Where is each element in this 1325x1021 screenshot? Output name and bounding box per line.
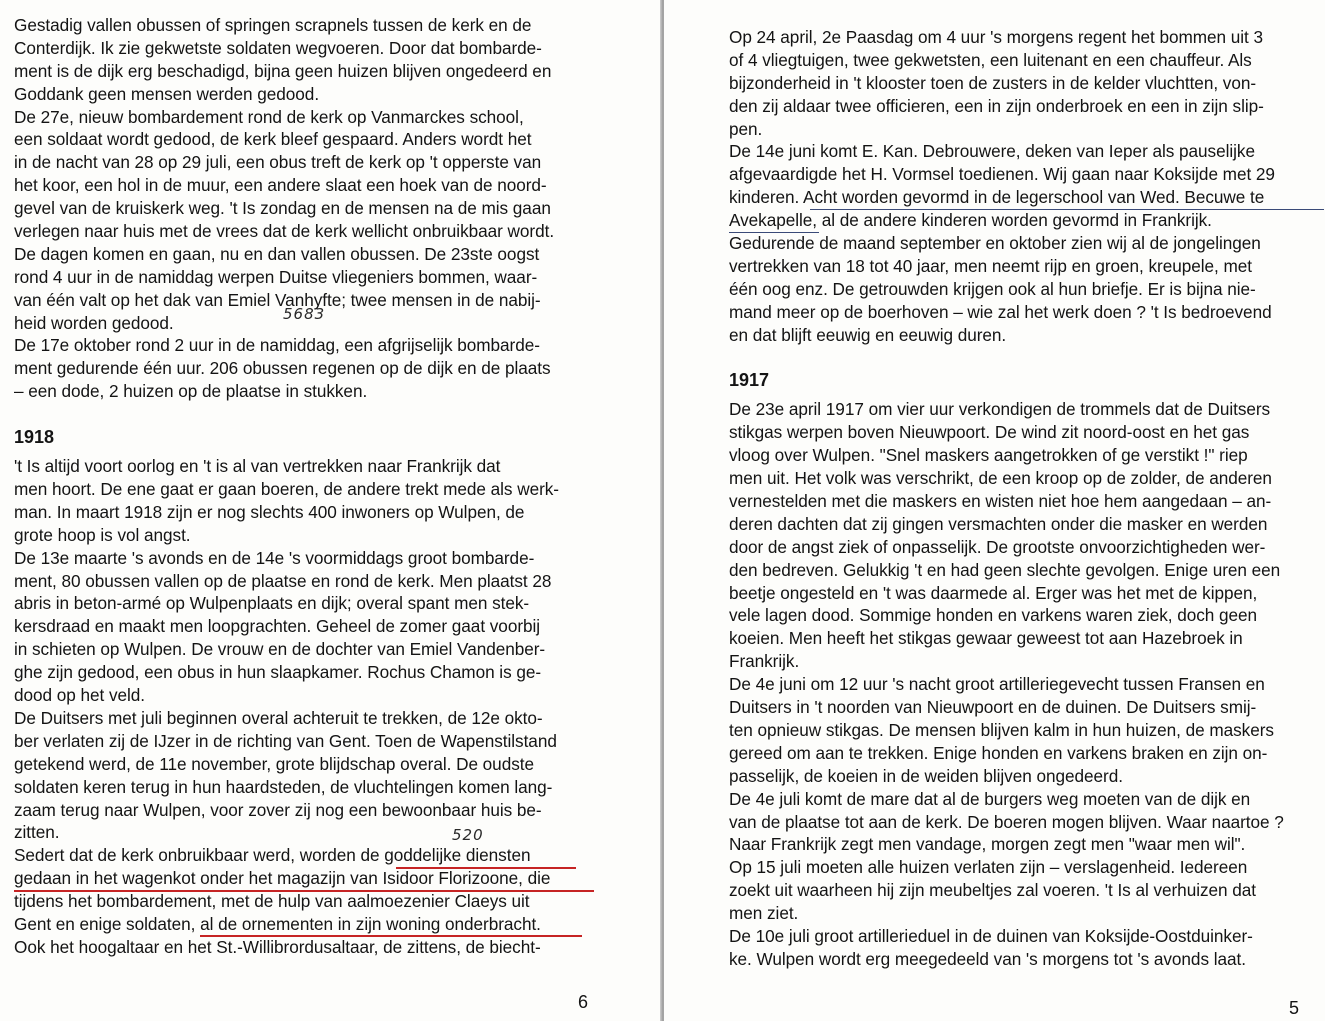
red-underline: [200, 935, 582, 937]
text-line: in de nacht van 28 op 29 juli, een obus treft de kerk op 't opperste van: [14, 152, 542, 173]
text-line: man. In maart 1918 zijn er nog slechts 400 inwoners op Wulpen, de: [14, 501, 525, 522]
text-line: in schieten op Wulpen. De vrouw en de dochter van Emiel Vandenber-: [14, 639, 546, 660]
text-line: passelijk, de koeien in de weiden blijven ongedeerd.: [729, 765, 1123, 786]
text-line: ment, 80 obussen vallen op de plaatse en rond de kerk. Men plaatst 28: [14, 570, 552, 591]
text-line: het koor, een hol in de muur, een andere slaat een hoek van de noord-: [14, 175, 547, 196]
text-line: ment gedurende één uur. 206 obussen regenen op de dijk en de plaats: [14, 358, 551, 379]
text-line: Gedurende de maand september en oktober zien wij al de jongelingen: [729, 233, 1261, 254]
text-line: rond 4 uur in de namiddag werpen Duitse vliegeniers bommen, waar-: [14, 266, 538, 287]
text-line: men uit. Het volk was verschrikt, de een kroop op de zolder, de anderen: [729, 468, 1272, 489]
red-underline: [396, 867, 576, 869]
text-line: door de angst ziek of onpasselijk. De grootste onvoorzichtigheden wer-: [729, 536, 1266, 557]
text-line: Naar Frankrijk zegt men vandage, morgen zegt men "waar men wil".: [729, 834, 1246, 855]
text-line: kinderen. Acht worden gevormd in de legerschool van Wed. Becuwe te: [729, 187, 1265, 208]
text-line: Gent en enige soldaten, al de ornementen in zijn woning onderbracht.: [14, 913, 541, 934]
text-line: grote hoop is vol angst.: [14, 524, 191, 545]
left-bottom-paragraphs: [14, 455, 602, 959]
text-line: zaam terug naar Wulpen, voor zover zij nog een bewoonbaar huis be-: [14, 799, 542, 820]
text-line: ke. Wulpen wordt erg meegedeeld van 's morgens tot 's avonds laat.: [729, 948, 1246, 969]
text-line: verlegen naar huis met de vrees dat de kerk wellicht onbruikbaar wordt.: [14, 221, 555, 242]
handwritten-annotation: 520: [452, 826, 484, 844]
text-line: De 4e juni om 12 uur 's nacht groot artilleriegevecht tussen Fransen en: [729, 674, 1265, 695]
text-line: mand meer op de boerhoven – wie zal het werk doen ? 't Is bedroevend: [729, 301, 1272, 322]
text-line: zoekt uit waarheen hij zijn meubeltjes zal voeren. 't Is al verhuizen dat: [729, 880, 1256, 901]
text-line: vertrekken van 18 tot 40 jaar, men neemt rijp en groen, kreupele, met: [729, 255, 1252, 276]
text-line: – een dode, 2 huizen op de plaatse in stukken.: [14, 381, 368, 402]
text-line: ten opnieuw stikgas. De mensen blijven kalm in hun huizen, de maskers: [729, 719, 1274, 740]
text-line: heid worden gedood.: [14, 312, 174, 333]
text-line: bijzonderheid in 't klooster toen de zusters in de kelder vluchtten, von-: [729, 72, 1257, 93]
left-page: [0, 0, 662, 1021]
text-line: men ziet.: [729, 903, 799, 924]
text-line: beetje ongesteld en 't was daarmede al. Erger was het met de kippen,: [729, 582, 1258, 603]
text-line: afgevaardigde het H. Vormsel toedienen. Wij gaan naar Koksijde met 29: [729, 164, 1275, 185]
text-line: abris in beton-armé op Wulpenplaats en dijk; overal spant men stek-: [14, 593, 530, 614]
text-line: De dagen komen en gaan, nu en dan vallen obussen. De 23ste oogst: [14, 243, 540, 264]
text-line: Frankrijk.: [729, 651, 800, 672]
text-line: ber verlaten zij de IJzer in de richting van Gent. Toen de Wapenstilstand: [14, 730, 557, 751]
blue-underline: [729, 232, 819, 233]
text-line: ghe zijn gedood, een obus in hun slaapkamer. Rochus Chamon is ge-: [14, 662, 542, 683]
text-line: De 10e juli groot artillerieduel in de duinen van Koksijde-Oostduinker-: [729, 925, 1253, 946]
text-line: één oog enz. De getrouwden krijgen ook al hun briefje. Er is bijna nie-: [729, 278, 1256, 299]
right-page: [664, 0, 1325, 1021]
text-line: een soldaat wordt gedood, de kerk bleef gespaard. Anders wordt het: [14, 129, 532, 150]
text-line: vele lagen dood. Sommige honden en varkens waren ziek, doch geen: [729, 605, 1258, 626]
text-line: soldaten keren terug in hun haardsteden, de vluchtelingen komen lang-: [14, 776, 553, 797]
text-line: getekend werd, de 11e november, grote blijdschap overal. De oudste: [14, 753, 534, 774]
text-line: den zij aldaar twee officieren, een in zijn onderbroek en een in zijn slip-: [729, 95, 1264, 116]
text-line: Ook het hoogaltaar en het St.-Willibrordusaltaar, de zittens, de biecht-: [14, 936, 541, 957]
page-number: 6: [578, 992, 589, 1012]
text-line: Gestadig vallen obussen of springen scrapnels tussen de kerk en de: [14, 15, 532, 35]
page-number: 5: [1289, 998, 1300, 1018]
section-heading-1918: 1918: [14, 427, 55, 448]
text-line: gevel van de kruiskerk weg. 't Is zondag en de mensen na de mis gaan: [14, 198, 551, 219]
text-line: gereed om aan te trekken. Enige honden en varkens braken en zijn on-: [729, 742, 1268, 763]
right-page-text: [729, 26, 1309, 971]
text-line: De 27e, nieuw bombardement rond de kerk op Vanmarckes school,: [14, 106, 524, 127]
text-line: Op 15 juli moeten alle huizen verlaten zijn – verslagenheid. Iedereen: [729, 857, 1248, 878]
text-line: Conterdijk. Ik zie gekwetste soldaten wegvoeren. Door dat bombarde-: [14, 37, 542, 58]
text-line: van één valt op het dak van Emiel Vanhyfte; twee mensen in de nabij-: [14, 289, 541, 310]
text-line: vloog over Wulpen. "Snel maskers aangetrokken of ge verstikt !" riep: [729, 445, 1248, 466]
text-line: dood op het veld.: [14, 685, 146, 706]
text-line: 't Is altijd voort oorlog en 't is al van vertrekken naar Frankrijk dat: [14, 456, 501, 477]
text-line: De Duitsers met juli beginnen overal achteruit te trekken, de 12e okto-: [14, 707, 543, 728]
text-line: van de plaatse tot aan de kerk. De boeren mogen blijven. Waar naartoe ?: [729, 811, 1284, 832]
text-line: vernestelden met die maskers en wisten niet hoe hem aangedaan – an-: [729, 491, 1272, 512]
text-line: Avekapelle, al de andere kinderen worden gevormd in Frankrijk.: [729, 210, 1212, 231]
text-line: tijdens het bombardement, met de hulp van aalmoezenier Claeys uit: [14, 891, 530, 912]
right-bottom-paragraphs: [729, 398, 1309, 970]
text-line: Duitsers in 't noorden van Nieuwpoort en de duinen. De Duitsers smij-: [729, 697, 1257, 718]
text-line: men hoort. De ene gaat er gaan boeren, de andere trekt mede als werk-: [14, 479, 559, 500]
text-line: Sedert dat de kerk onbruikbaar werd, worden de goddelijke diensten: [14, 845, 531, 866]
handwritten-annotation: 5683: [283, 305, 326, 323]
text-line: koeien. Men heeft het stikgas gewaar geweest tot aan Hazebroek in: [729, 628, 1243, 649]
left-top-paragraphs: [14, 14, 602, 403]
text-line: De 13e maarte 's avonds en de 14e 's voormiddags groot bombarde-: [14, 547, 535, 568]
text-line: stikgas werpen boven Nieuwpoort. De wind zit noord-oost en het gas: [729, 422, 1250, 443]
text-line: gedaan in het wagenkot onder het magazijn van Isidoor Florizoone, die: [14, 868, 551, 889]
text-line: kersdraad en maakt men loopgrachten. Geheel de zomer gaat voorbij: [14, 616, 541, 637]
text-line: De 14e juni komt E. Kan. Debrouwere, deken van Ieper als pauselijke: [729, 141, 1255, 162]
text-line: en dat blijft eeuwig en eeuwig duren.: [729, 324, 1007, 345]
text-line: De 4e juli komt de mare dat al de burgers weg moeten van de dijk en: [729, 788, 1251, 809]
text-line: ment is de dijk erg beschadigd, bijna geen huizen blijven ongedeerd en: [14, 60, 552, 81]
text-line: Goddank geen mensen werden gedood.: [14, 83, 320, 104]
text-line: den bedreven. Gelukkig 't en had geen slechte gevolgen. Enige uren een: [729, 559, 1281, 580]
blue-underline: [810, 209, 1324, 210]
text-line: De 17e oktober rond 2 uur in de namiddag, een afgrijselijk bombarde-: [14, 335, 540, 356]
text-line: deren dachten dat zij gingen versmachten onder die masker en werden: [729, 513, 1268, 534]
text-line: of 4 vliegtuigen, twee gekwetsten, een luitenant en een chauffeur. Als: [729, 49, 1252, 70]
text-line: De 23e april 1917 om vier uur verkondigen de trommels dat de Duitsers: [729, 399, 1271, 420]
text-line: pen.: [729, 118, 763, 139]
section-heading-1917: 1917: [729, 370, 770, 391]
right-top-paragraphs: [729, 26, 1309, 346]
text-line: zitten.: [14, 822, 60, 843]
text-line: Op 24 april, 2e Paasdag om 4 uur 's morgens regent het bommen uit 3: [729, 27, 1264, 47]
left-page-text: [14, 14, 602, 959]
red-underline: [14, 890, 594, 892]
